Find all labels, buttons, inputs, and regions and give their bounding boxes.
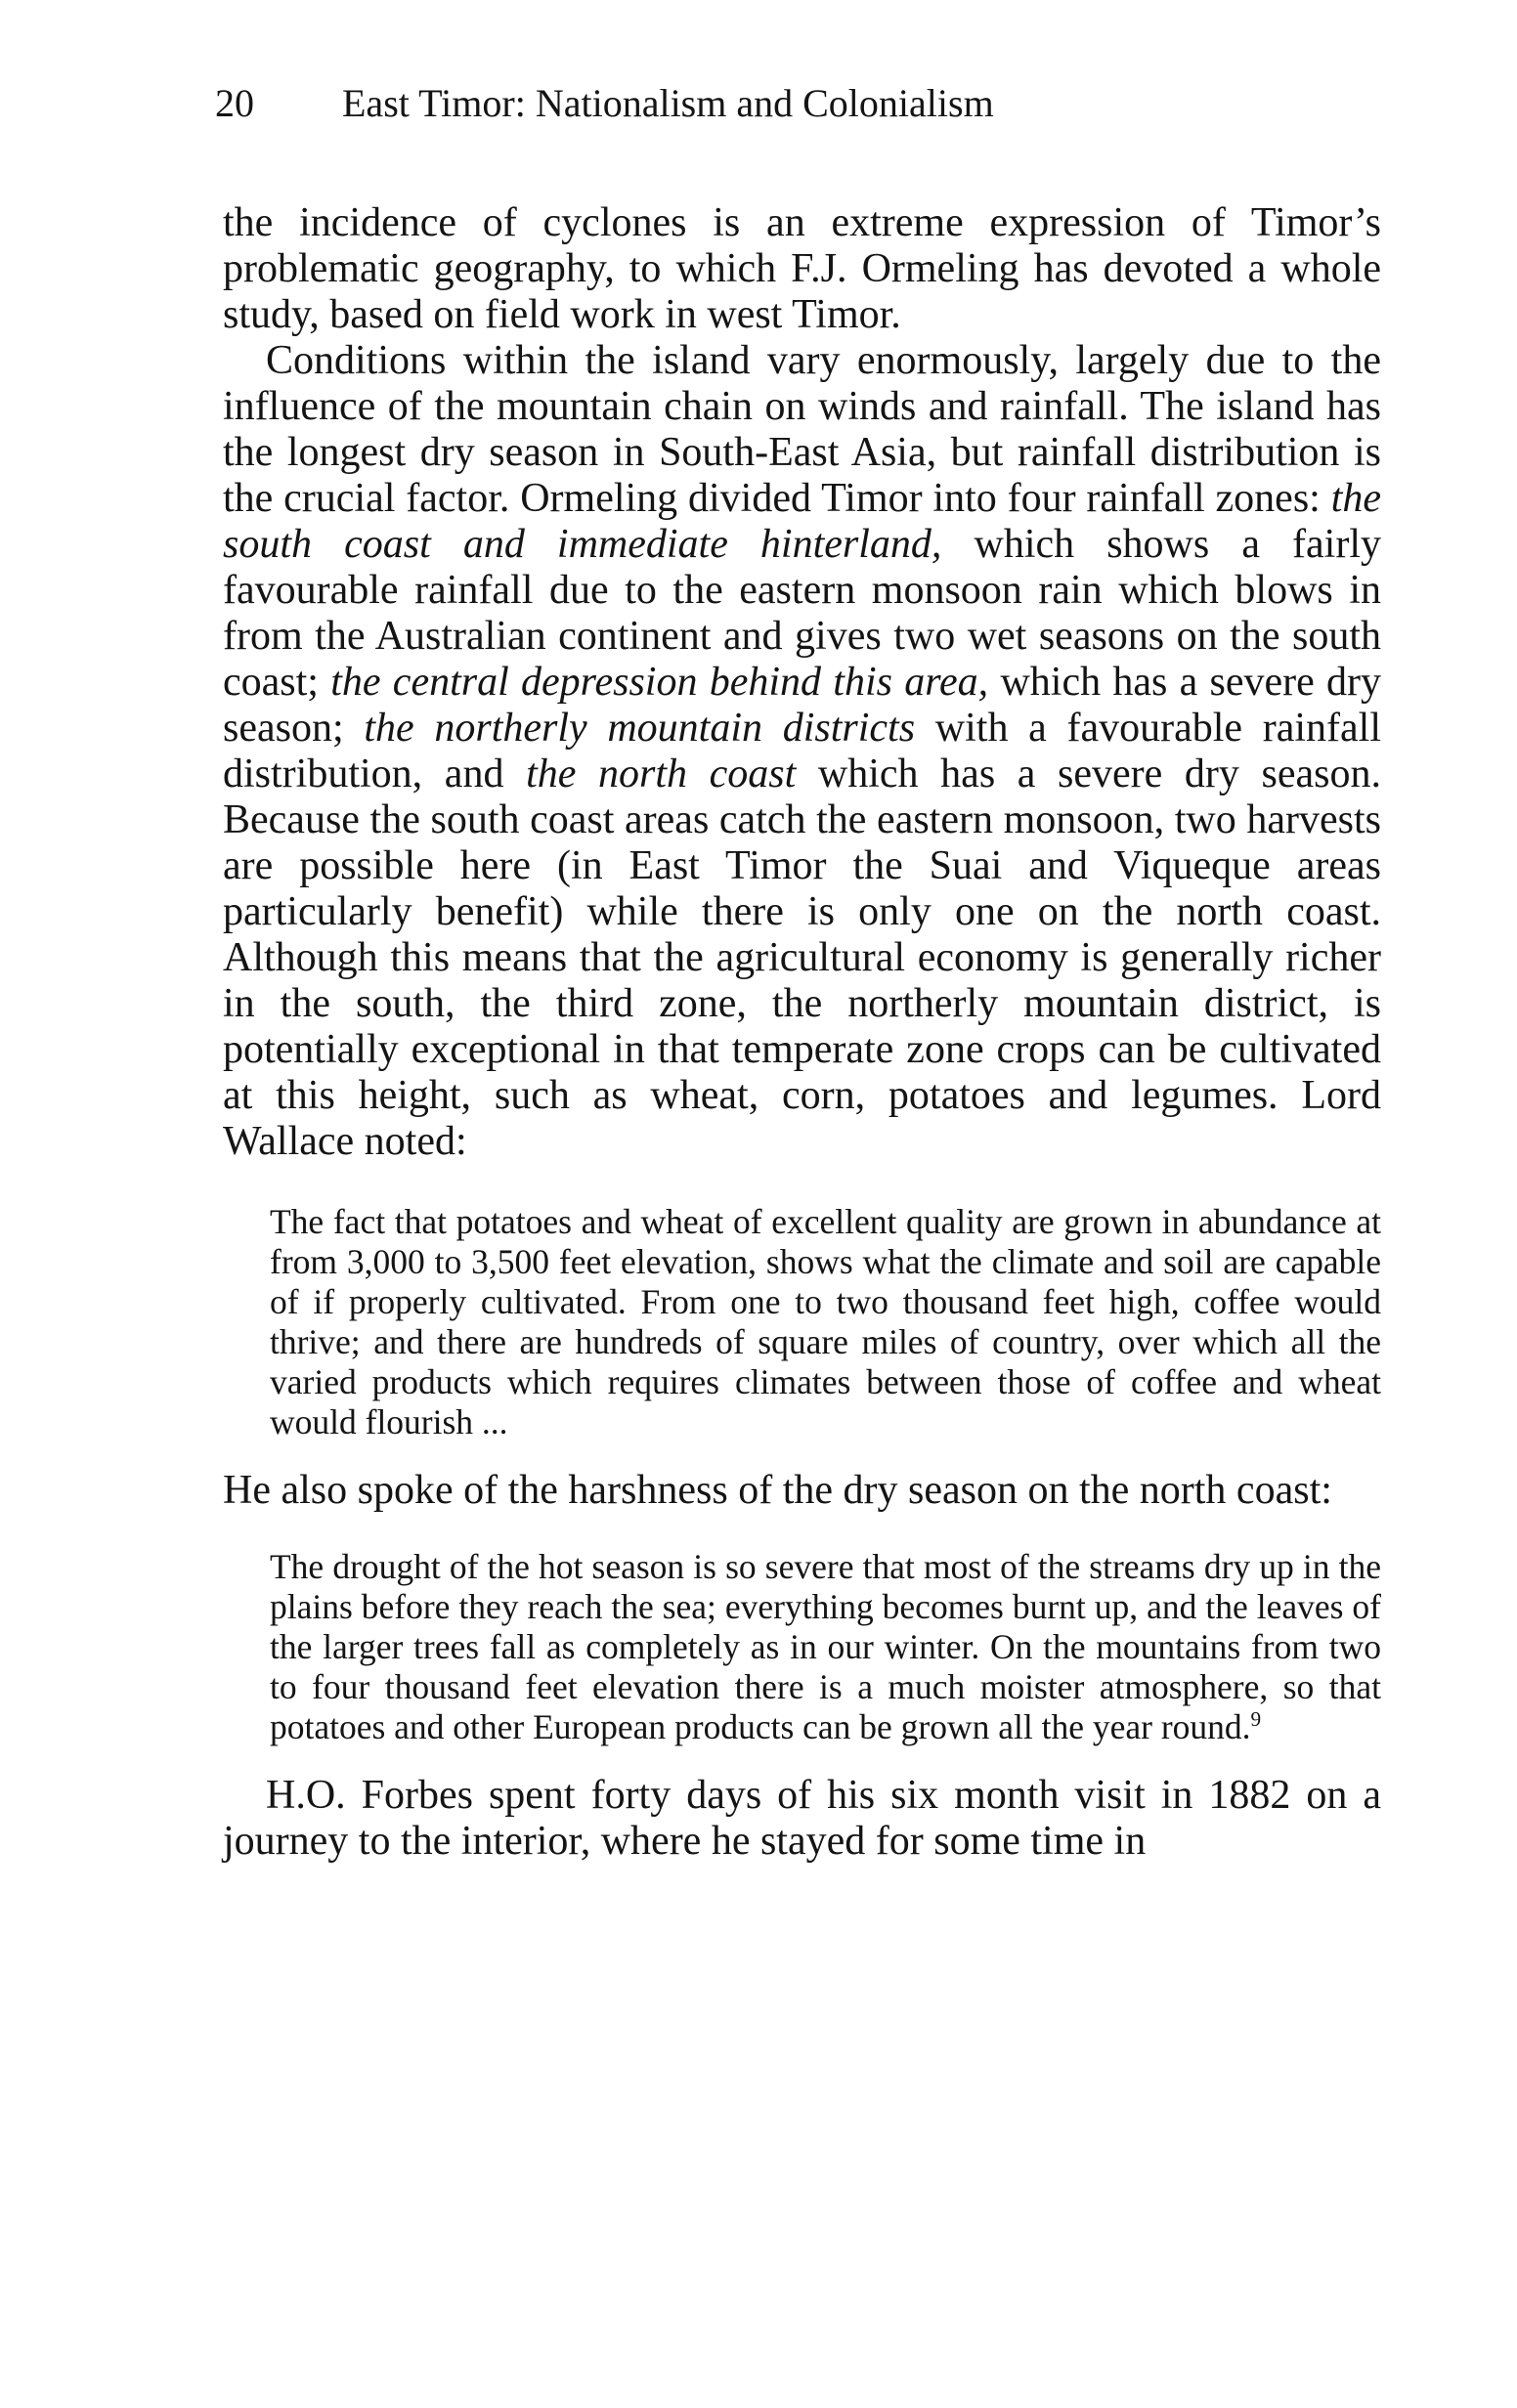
paragraph-text: which shows a fairly favourable rainfall due to the eastern monsoon rain which blows in from the Australian continent and gives two wet seasons on the south coast; (223, 522, 1381, 705)
quote-text: The drought of the hot season is so severe that most of the streams dry up in the plains before they reach the sea; everything becomes burnt up, and the leaves of the larger trees fall as completely as in our winter. On the mountains from two to four thousand feet elevation there is a much moister atmosphere, so that potatoes and other European products can be grown all the year round. (270, 1547, 1381, 1746)
block-quote-wallace-crops: The fact that potatoes and wheat of excellent quality are grown in abundance at from 3,000 to 3,500 feet elevation, shows what the climate and soil are capable of if properly cultivated. From one to two thousand feet high, coffee would thrive; and there are hundreds of square miles of country, over which all the varied products which requires climates between those of coffee and wheat would flourish ... (270, 1202, 1381, 1441)
paragraph-cyclones: the incidence of cyclones is an extreme expression of Timor’s problematic geography, to which F.J. Ormeling has devoted a whole study, based on field work in west Timor. (223, 200, 1381, 337)
zone-north-coast: the north coast (526, 752, 797, 796)
zone-south-coast: the south coast and immediate hinterland, (223, 476, 1381, 567)
running-title: East Timor: Nationalism and Colonialism (342, 81, 994, 125)
block-quote-wallace-drought (270, 1547, 1381, 1747)
paragraph-text: Conditions within the island vary enormously, largely due to the influence of the mountain chain on winds and rainfall. The island has the longest dry season in South-East Asia, but rainfall distribution is the crucial factor. Ormeling divided Timor into four rainfall zones: (223, 338, 1381, 521)
paragraph-rainfall-zones (223, 338, 1381, 1165)
zone-central-depression: the central depression behind this area, (330, 660, 989, 705)
paragraph-forbes: H.O. Forbes spent forty days of his six month visit in 1882 on a journey to the interior, where he stayed for some time in (223, 1773, 1381, 1864)
paragraph-text: which has a severe dry season; (223, 660, 1382, 751)
paragraph-text: with a favourable rainfall distribution, and (223, 706, 1381, 796)
paragraph-dry-season: He also spoke of the harshness of the dry season on the north coast: (223, 1468, 1332, 1513)
running-head (215, 80, 994, 127)
body-text (223, 200, 1381, 1865)
zone-northerly-mountains: the northerly mountain districts (364, 706, 916, 751)
footnote-ref: 9 (1250, 1707, 1262, 1732)
paragraph-text: which has a severe dry season. Because the south coast areas catch the eastern monsoon, two harvests are possible here (in East Timor the Suai and Viqueque areas particularly benefit) while there is only one on the north coast. Although this means that the agricultural economy is generally richer in the south, the third zone, the northerly mountain district, is potentially exceptional in that temperate zone crops can be cultivated at this height, such as wheat, corn, potatoes and legumes. Lord Wallace noted: (223, 752, 1382, 1164)
page-number: 20 (215, 81, 254, 125)
